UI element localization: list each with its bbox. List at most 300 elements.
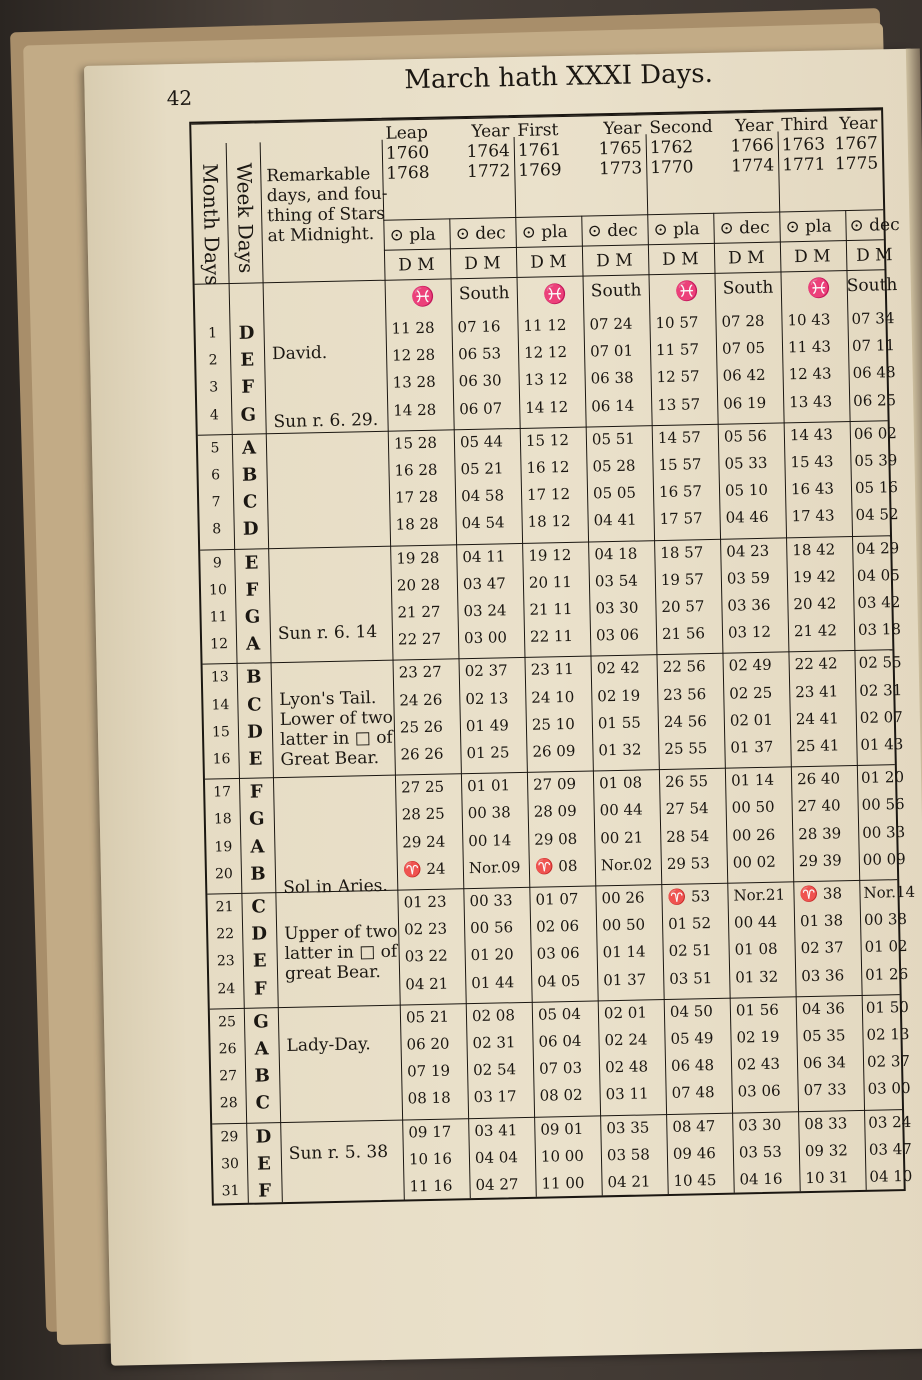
week-day-letter: D	[251, 923, 268, 945]
table-cell: 21 11	[529, 599, 573, 619]
table-cell: 03 41	[474, 1120, 518, 1140]
table-cell: 00 56	[469, 918, 514, 938]
week-day-letter: A	[241, 437, 257, 459]
month-day-number: 4	[209, 406, 219, 424]
table-cell: 28 09	[533, 802, 577, 822]
table-cell: 11 43	[787, 337, 832, 357]
table-cell: 02 48	[604, 1057, 649, 1077]
table-cell: 25 41	[796, 736, 840, 756]
week-day-letter: A	[250, 835, 265, 858]
sub-second-dec: ⊙ dec	[719, 217, 770, 239]
table-cell: 01 37	[730, 737, 774, 757]
table-cell: 11 00	[541, 1173, 585, 1193]
pisces-sign-4: ♓	[806, 277, 831, 300]
table-cell: 20 11	[528, 572, 573, 592]
table-cell: 03 00	[867, 1079, 911, 1099]
table-cell: 16 43	[790, 479, 835, 499]
week-day-letter: E	[252, 950, 267, 973]
month-day-number: 27	[219, 1068, 238, 1085]
table-cell: 22 56	[662, 657, 706, 677]
table-cell: 03 18	[857, 620, 902, 640]
group-third: Third 1763 1771	[781, 114, 829, 176]
remark-lady-day: Lady-Day.	[286, 1034, 371, 1056]
table-cell: 04 21	[405, 974, 449, 994]
table-cell: 13 12	[524, 370, 568, 390]
table-cell: 02 07	[859, 707, 903, 727]
table-cell: 06 38	[590, 368, 634, 388]
table-cell: 04 23	[726, 541, 770, 561]
table-cell: 04 52	[855, 505, 899, 525]
table-cell: 10 00	[540, 1146, 585, 1166]
table-cell: 27 40	[797, 796, 841, 816]
table-cell: 28 54	[666, 826, 710, 846]
table-cell: 22 27	[397, 629, 442, 649]
dm-3: D M	[530, 251, 567, 273]
table-cell: 04 54	[461, 513, 505, 533]
week-day-letter: G	[240, 404, 257, 426]
month-day-number: 28	[219, 1095, 238, 1112]
remark-sun-2: Sun r. 6. 14	[277, 621, 378, 645]
week-day-letter: G	[253, 1011, 269, 1033]
table-cell: 04 16	[739, 1169, 783, 1189]
group-second: Second 1762 1770	[649, 116, 713, 179]
remark-sun-1: Sun r. 6. 29.	[273, 409, 379, 433]
table-cell: 00 26	[732, 825, 776, 845]
table-cell: 23 27	[398, 663, 442, 682]
table-cell: 00 44	[733, 912, 778, 932]
table-cell: 02 31	[472, 1033, 516, 1053]
table-cell: 09 17	[408, 1122, 452, 1142]
table-cell: 06 20	[406, 1034, 450, 1054]
table-cell: 15 12	[525, 430, 570, 450]
table-cell: 17 57	[659, 509, 703, 529]
table-cell: 05 28	[592, 456, 636, 476]
pisces-sign-1: ♓	[410, 285, 435, 309]
almanac-table	[189, 107, 916, 1205]
table-cell: 02 23	[403, 919, 448, 939]
table-cell: 00 02	[732, 852, 776, 872]
table-cell: 04 21	[607, 1172, 651, 1192]
week-day-letter: D	[238, 322, 255, 344]
table-cell: 07 16	[457, 317, 501, 337]
table-cell: 00 50	[601, 915, 646, 935]
week-day-letter: D	[242, 518, 259, 541]
table-cell: 06 25	[852, 390, 897, 410]
week-day-letter: B	[241, 464, 258, 486]
table-cell: 22 11	[529, 627, 574, 646]
table-cell: 29 53	[666, 853, 710, 873]
week-day-letter: C	[251, 896, 267, 918]
table-cell: 14 28	[393, 400, 437, 420]
table-cell: 26 26	[400, 744, 444, 764]
month-day-number: 17	[213, 784, 232, 801]
table-cell: 18 12	[527, 512, 571, 532]
table-cell: 05 05	[592, 483, 637, 503]
table-cell: Nor.02	[600, 855, 653, 875]
table-cell: 12 43	[788, 364, 832, 384]
sub-leap-pla: ⊙ pla	[389, 224, 436, 246]
table-cell: 04 18	[594, 544, 638, 564]
table-cell: 03 58	[606, 1145, 651, 1165]
table-cell: 22 42	[794, 654, 838, 674]
table-cell: 03 47	[462, 574, 507, 593]
table-cell: 04 04	[474, 1147, 519, 1167]
table-cell: Nor.14	[863, 882, 916, 902]
sub-first-dec: ⊙ dec	[587, 220, 638, 242]
col-divider-3	[581, 216, 603, 1196]
table-cell: 01 08	[734, 940, 778, 959]
table-cell: 17 43	[791, 506, 835, 526]
sub-leap-dec: ⊙ dec	[455, 223, 506, 245]
table-cell: 27 09	[532, 775, 577, 794]
table-cell: 25 26	[399, 717, 444, 737]
table-cell: 19 42	[792, 567, 836, 587]
table-cell: 03 59	[726, 568, 771, 588]
table-cell: 14 43	[789, 425, 834, 445]
table-cell: 27 54	[665, 799, 709, 819]
week-day-letter: B	[254, 1065, 271, 1087]
table-cell: 21 27	[397, 602, 441, 622]
month-day-number: 18	[213, 811, 232, 828]
south-label-4: South	[846, 275, 898, 297]
table-cell: 29 39	[798, 851, 842, 870]
table-cell: 10 31	[805, 1168, 849, 1188]
table-cell: 18 28	[395, 515, 439, 534]
table-cell: 02 43	[736, 1054, 781, 1074]
week-day-letter: F	[245, 579, 259, 601]
remark-lyon: Lyon's Tail. Lower of two latter in □ of Great Bear.	[279, 688, 394, 771]
week-day-letter: D	[255, 1125, 272, 1148]
table-cell: 03 22	[404, 946, 448, 966]
table-cell: 02 06	[535, 917, 580, 936]
table-cell: 01 37	[603, 970, 647, 989]
month-day-number: 10	[208, 581, 228, 599]
month-day-number: 13	[210, 669, 229, 686]
table-cell: 04 11	[462, 546, 506, 566]
table-cell: 05 33	[724, 453, 768, 473]
table-cell: 19 57	[660, 569, 705, 589]
group-first-year: Year 1765 1773	[598, 118, 643, 180]
table-cell: Nor.09	[468, 857, 521, 877]
table-cell: 02 01	[729, 710, 773, 730]
table-cell: 20 42	[793, 594, 837, 614]
week-day-letter: C	[242, 491, 258, 513]
week-day-letter: C	[255, 1092, 271, 1115]
col-divider-1	[449, 218, 471, 1198]
week-day-letter: F	[241, 376, 255, 399]
col-divider-7	[845, 210, 867, 1190]
table-cell: 06 48	[852, 363, 896, 383]
table-cell: 06 02	[853, 423, 898, 443]
table-cell: 06 04	[538, 1031, 582, 1051]
week-day-letter: D	[246, 721, 263, 743]
table-cell: 03 30	[738, 1115, 782, 1135]
month-day-number: 2	[208, 352, 218, 369]
week-days-header: Week Days	[232, 162, 259, 274]
table-cell: 04 58	[460, 486, 505, 506]
month-day-number: 22	[216, 926, 235, 943]
table-cell: 00 09	[862, 849, 906, 869]
table-cell: 17 12	[526, 485, 571, 505]
month-day-number: 25	[217, 1013, 237, 1031]
table-cell: 23 41	[795, 681, 839, 701]
table-cell: 07 05	[721, 338, 766, 358]
month-day-number: 12	[210, 636, 229, 653]
col-divider-5	[713, 213, 735, 1193]
dm-2: D M	[464, 253, 501, 275]
table-cell: 15 57	[658, 455, 702, 475]
table-cell: 01 56	[735, 1000, 780, 1020]
remark-sun-3: Sun r. 5. 38	[288, 1141, 389, 1164]
month-day-number: 24	[217, 980, 236, 997]
month-day-number: 26	[218, 1041, 237, 1058]
table-cell: 11 16	[409, 1176, 453, 1196]
table-cell: 02 51	[668, 941, 712, 961]
table-cell: 01 49	[465, 716, 510, 735]
table-cell: 02 08	[471, 1005, 516, 1025]
week-day-letter: C	[247, 694, 262, 716]
week-day-letter: E	[248, 748, 263, 770]
table-cell: 20 28	[396, 575, 441, 595]
sub-second-pla: ⊙ pla	[653, 219, 700, 241]
table-cell: 24 41	[795, 709, 839, 729]
table-cell: 03 42	[857, 593, 901, 612]
table-cell: 29 24	[402, 832, 446, 852]
table-cell: 03 12	[727, 622, 772, 642]
south-label-2: South	[590, 280, 642, 302]
table-cell: 16 12	[526, 457, 570, 477]
remark-david: David.	[271, 342, 328, 365]
table-cell: 02 13	[465, 688, 509, 708]
table-cell: 04 05	[856, 565, 900, 585]
table-cell: 01 38	[799, 911, 844, 931]
table-cell: 00 26	[601, 888, 645, 908]
table-cell: 02 19	[597, 686, 641, 705]
table-cell: 05 35	[802, 1026, 846, 1046]
page-number: 42	[166, 85, 193, 111]
table-cell: ♈ 53	[667, 887, 711, 906]
table-cell: 02 49	[728, 656, 772, 676]
table-cell: 00 44	[599, 800, 643, 820]
month-day-number: 14	[211, 696, 230, 714]
table-cell: 01 08	[598, 773, 643, 793]
table-cell: 03 36	[727, 595, 771, 615]
table-cell: 04 41	[593, 510, 637, 530]
week-day-letter: E	[240, 349, 255, 371]
table-cell: 07 24	[589, 314, 633, 334]
month-day-number: 6	[210, 467, 221, 484]
table-cell: 04 46	[725, 508, 769, 528]
table-cell: 05 04	[537, 1004, 582, 1024]
table-cell: 11 57	[655, 340, 700, 360]
page-title: March hath XXXI Days.	[404, 58, 714, 96]
table-cell: 02 19	[736, 1027, 780, 1047]
dm-7: D M	[793, 246, 831, 268]
table-cell: 15 28	[393, 433, 438, 453]
dm-5: D M	[661, 249, 699, 270]
table-cell: 05 21	[405, 1007, 450, 1027]
table-cell: 07 48	[671, 1083, 715, 1103]
table-cell: 04 50	[669, 1001, 714, 1021]
table-cell: 29 08	[534, 829, 578, 849]
table-cell: 02 37	[866, 1052, 911, 1072]
table-cell: 05 44	[459, 432, 504, 452]
table-cell: 01 52	[667, 914, 712, 934]
group-third-year: Year 1767 1775	[834, 113, 879, 175]
table-cell: 13 57	[657, 394, 701, 414]
table-cell: 00 38	[863, 910, 908, 930]
table-cell: 21 42	[793, 621, 838, 641]
table-cell: 06 07	[459, 398, 503, 418]
month-days-header: Month Days	[198, 163, 225, 286]
week-day-letter: G	[248, 808, 265, 831]
table-cell: 12 28	[391, 345, 436, 365]
table-cell: 04 29	[856, 538, 900, 558]
table-cell: 01 01	[466, 776, 511, 796]
week-day-letter: F	[249, 781, 263, 803]
south-label-3: South	[722, 277, 774, 299]
table-cell: 01 23	[403, 892, 447, 912]
table-cell: 19 12	[528, 545, 572, 565]
week-day-letter: F	[257, 1180, 272, 1202]
table-cell: ♈ 38	[799, 884, 843, 904]
month-day-number: 23	[216, 953, 235, 970]
table-cell: 24 26	[399, 690, 443, 710]
month-day-number: 11	[209, 609, 228, 626]
table-cell: 02 01	[603, 1003, 648, 1023]
group-first: First 1761 1769	[517, 120, 562, 181]
table-cell: 27 25	[400, 777, 445, 797]
table-cell: 07 11	[851, 336, 896, 356]
table-cell: 28 39	[798, 823, 842, 843]
table-cell: 26 40	[796, 769, 841, 789]
remark-upper: Upper of two latter in □ of great Bear.	[284, 921, 398, 984]
table-cell: 19 28	[396, 548, 440, 568]
table-cell: 01 44	[471, 972, 515, 992]
month-day-number: 20	[214, 865, 234, 883]
table-cell: 01 14	[602, 942, 646, 962]
month-day-number: 15	[211, 723, 231, 741]
table-cell: 01 32	[735, 967, 779, 987]
table-cell: 13 43	[789, 392, 833, 411]
table-cell: 03 54	[594, 571, 639, 591]
table-cell: 07 33	[803, 1080, 847, 1100]
week-day-letter: A	[245, 633, 261, 655]
table-cell: 06 19	[723, 393, 767, 413]
sub-third-dec: ⊙ dec	[849, 214, 900, 237]
group-second-year: Year 1766 1774	[730, 115, 775, 177]
dm-6: D M	[727, 247, 765, 269]
table-cell: 03 30	[595, 598, 639, 618]
group-leap: Leap 1760 1768	[385, 122, 430, 184]
table-cell: 00 33	[862, 822, 906, 842]
dm-4: D M	[595, 250, 633, 272]
table-cell: 01 25	[466, 743, 510, 763]
table-cell: 26 09	[532, 741, 576, 761]
table-cell: 26 55	[664, 772, 709, 792]
table-cell: 16 57	[658, 482, 703, 502]
table-cell: 01 43	[860, 734, 904, 754]
table-cell: 02 37	[464, 661, 508, 681]
table-cell: 01 20	[860, 768, 905, 788]
table-cell: 03 53	[738, 1142, 783, 1162]
table-cell: 07 19	[406, 1061, 451, 1081]
table-cell: 15 43	[790, 452, 834, 472]
table-cell: 20 57	[661, 597, 705, 617]
table-cell: 06 30	[458, 371, 502, 391]
table-cell: 02 37	[800, 938, 844, 958]
table-cell: 07 28	[721, 311, 765, 331]
table-cell: 01 02	[864, 937, 908, 957]
table-cell: 03 24	[868, 1112, 912, 1132]
week-day-letter: B	[250, 863, 266, 885]
table-cell: 24 10	[531, 687, 575, 707]
table-cell: 06 53	[457, 344, 502, 364]
month-day-number: 7	[211, 494, 221, 511]
table-cell: 10 16	[408, 1149, 453, 1169]
table-cell: 00 21	[600, 828, 644, 847]
pisces-sign-2: ♓	[542, 282, 567, 306]
sub-third-pla: ⊙ pla	[785, 216, 832, 238]
month-day-number: 29	[220, 1128, 239, 1145]
week-day-letter: E	[256, 1153, 272, 1175]
month-day-number: 21	[215, 899, 234, 916]
month-day-number: 1	[207, 325, 218, 342]
table-cell: 00 14	[468, 830, 512, 850]
table-cell: 05 39	[854, 451, 898, 470]
table-cell: 01 20	[470, 945, 514, 965]
table-cell: 03 06	[595, 625, 640, 645]
table-cell: 03 11	[605, 1084, 649, 1104]
month-day-number: 3	[209, 379, 219, 396]
week-day-letter: A	[254, 1038, 269, 1060]
table-cell: 02 25	[729, 683, 773, 703]
table-cell: 07 34	[851, 309, 895, 328]
table-cell: 25 10	[531, 714, 576, 734]
table-cell: 23 56	[663, 684, 707, 704]
table-cell: 12 57	[656, 367, 700, 387]
table-cell: 14 57	[657, 427, 702, 447]
table-cell: 03 51	[669, 968, 713, 988]
table-cell: 25 55	[664, 739, 708, 758]
table-cell: 13 28	[392, 373, 436, 392]
month-day-number: 16	[212, 751, 231, 768]
table-cell: 05 49	[670, 1029, 714, 1048]
table-cell: 03 47	[868, 1139, 912, 1159]
table-cell: 06 14	[591, 396, 635, 416]
table-cell: 01 32	[598, 740, 642, 760]
table-cell: 17 28	[394, 487, 439, 507]
table-cell: 02 42	[596, 658, 640, 678]
table-cell: 03 17	[473, 1087, 517, 1107]
table-cell: 18 42	[792, 539, 836, 559]
table-cell: ♈ 24	[402, 859, 446, 879]
table-cell: 01 50	[865, 997, 910, 1017]
table-cell: 00 38	[467, 803, 511, 823]
dm-8: D M	[855, 245, 893, 266]
table-cell: 06 48	[670, 1056, 715, 1076]
table-cell: 10 43	[787, 310, 831, 330]
table-cell: 07 03	[538, 1058, 583, 1078]
table-cell: 02 54	[472, 1060, 517, 1080]
table-cell: 02 55	[858, 653, 902, 673]
table-cell: 03 24	[463, 601, 507, 621]
table-cell: 00 50	[731, 798, 775, 817]
table-cell: 05 21	[460, 459, 504, 479]
table-cell: ♈ 08	[534, 856, 578, 876]
table-cell: 12 12	[523, 343, 568, 363]
remark-sol: Sol in Aries.	[283, 875, 388, 899]
